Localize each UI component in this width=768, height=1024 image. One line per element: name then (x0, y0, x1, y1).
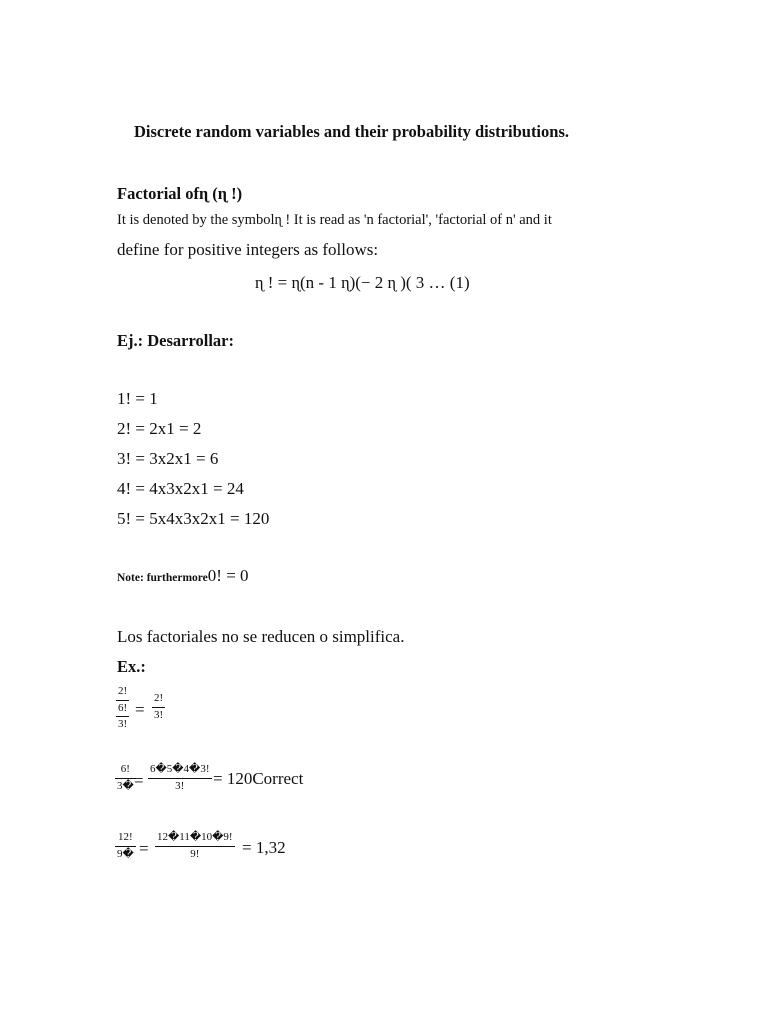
denominator: 3� (117, 779, 134, 792)
expanded-denominator: 3! (175, 779, 185, 792)
inner-denominator: 6! (118, 701, 128, 714)
nested-fraction (116, 686, 129, 731)
factorial-formula: ɳ ! = ɳ(n - 1 ɳ)(− 2 ɳ )( 3 … (1) (255, 273, 470, 292)
fraction-3-expanded (155, 832, 235, 860)
example-heading: Ej.: Desarrollar: (117, 331, 234, 350)
fraction-bar (152, 707, 165, 708)
numerator: 6! (120, 763, 130, 775)
example-1: 1! = 1 (117, 389, 158, 408)
definition-line-1: It is denoted by the symbolɳ ! It is read as 'n factorial', 'factorial of n' and it (117, 212, 552, 228)
note-line (117, 566, 249, 586)
expanded-denominator: 9! (190, 847, 200, 860)
inner-fraction (116, 686, 129, 714)
outer-denominator: 3! (118, 718, 128, 731)
example-4: 4! = 4x3x2x1 = 24 (117, 479, 244, 498)
factorial-heading: Factorial ofɳ (ɳ !) (117, 184, 243, 203)
fraction-bar (148, 778, 212, 779)
example-2: 2! = 2x1 = 2 (117, 419, 202, 438)
numerator: 12! (118, 831, 133, 843)
fraction-bar (115, 778, 136, 779)
example-3: 3! = 3x2x1 = 6 (117, 449, 219, 468)
result-2: = 120Correct (213, 769, 304, 788)
expanded-numerator: 12�11�10�9! (157, 831, 233, 843)
fraction-3-left (115, 832, 136, 860)
expanded-numerator: 6�5�4�3! (150, 763, 210, 775)
equals-sign: = (139, 839, 149, 858)
fraction-bar (155, 846, 235, 847)
fraction-2-left (115, 764, 136, 792)
simplify-text: Los factoriales no se reducen o simplifica. (117, 627, 405, 646)
fraction-2-expanded (148, 764, 212, 792)
ex-heading: Ex.: (117, 657, 146, 676)
fraction-bar (116, 716, 129, 717)
note-label: Note: furthermore (117, 572, 208, 584)
equals-sign: = (135, 700, 145, 719)
example-5: 5! = 5x4x3x2x1 = 120 (117, 509, 270, 528)
note-value: 0! = 0 (207, 566, 249, 585)
fraction-bar (115, 846, 136, 847)
result-3: = 1,32 (242, 838, 286, 857)
document-title: Discrete random variables and their probability distributions. (134, 122, 569, 141)
equals-sign: = (134, 771, 144, 790)
fraction-bar (116, 700, 129, 701)
rhs-fraction (152, 693, 165, 721)
inner-numerator: 2! (118, 685, 128, 697)
denominator: 9� (117, 847, 134, 860)
rhs-numerator: 2! (154, 692, 164, 704)
definition-line-2: define for positive integers as follows: (117, 240, 379, 259)
rhs-denominator: 3! (154, 708, 164, 721)
